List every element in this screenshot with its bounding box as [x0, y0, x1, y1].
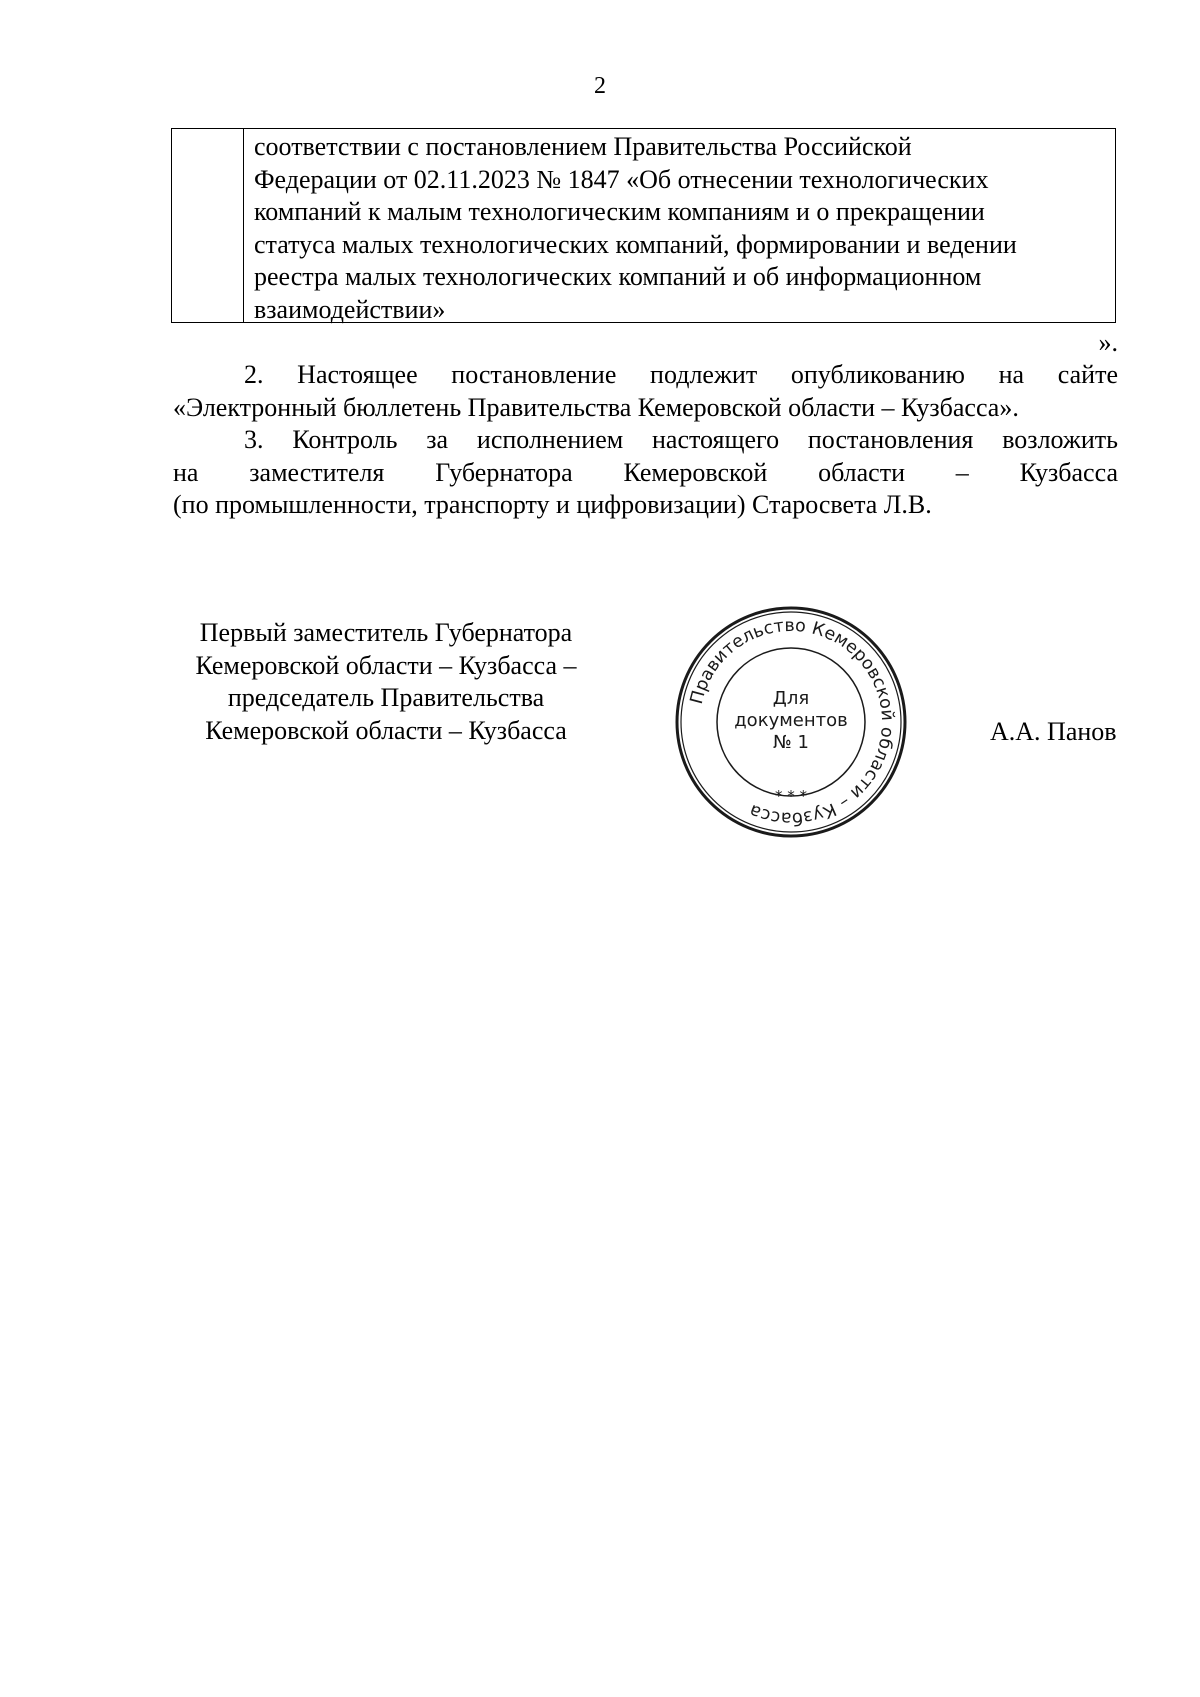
table-text-line: статуса малых технологических компаний, формировании и ведении [254, 229, 1017, 259]
signatory-title-line: председатель Правительства [227, 683, 545, 712]
table-text-line: компаний к малым технологическим компаниям и о прекращении [254, 197, 985, 226]
paragraph-line: «Электронный бюллетень Правительства Кемеровской области – Кузбасса». [173, 392, 1019, 422]
amendment-table [171, 128, 1116, 323]
signatory-title [156, 617, 616, 747]
seal-stars: * * * [774, 787, 808, 805]
table-text-line: взаимодействии» [254, 294, 446, 324]
paragraph-line: (по промышленности, транспорту и цифровизации) Старосвета Л.В. [173, 490, 932, 519]
seal-ring-text: Правительство Кемеровской области – Кузбасса [686, 615, 898, 829]
signer-name: А.А. Панов [990, 717, 1117, 746]
signatory-title-line: Первый заместитель Губернатора [199, 618, 573, 647]
paragraph-2 [173, 359, 1118, 424]
signatory-title-line: Кемеровской области – Кузбасса [205, 715, 567, 745]
table-row-text [254, 131, 1104, 326]
table-text-line: соответствии с постановлением Правительства Российской [254, 132, 912, 161]
seal-center-line: Для [772, 688, 810, 709]
paragraph-line: 3. Контроль за исполнением настоящего постановления возложить [244, 425, 1118, 454]
page-number: 2 [594, 73, 606, 99]
paragraph-line: 2. Настоящее постановление подлежит опубликованию на сайте [244, 360, 1118, 389]
seal-center-line: документов [734, 710, 848, 731]
signatory-title-line: Кемеровской области – Кузбасса – [195, 650, 577, 680]
table-column-divider [243, 129, 244, 322]
closing-quote: ». [1098, 328, 1118, 357]
paragraph-3 [173, 424, 1118, 522]
table-text-line: Федерации от 02.11.2023 № 1847 «Об отнесении технологических [254, 164, 989, 194]
paragraph-line: на заместителя Губернатора Кемеровской области – Кузбасса [173, 457, 1118, 487]
seal-center-line: № 1 [773, 732, 809, 753]
official-seal-stamp [673, 604, 909, 840]
table-text-line: реестра малых технологических компаний и об информационном [254, 262, 982, 291]
